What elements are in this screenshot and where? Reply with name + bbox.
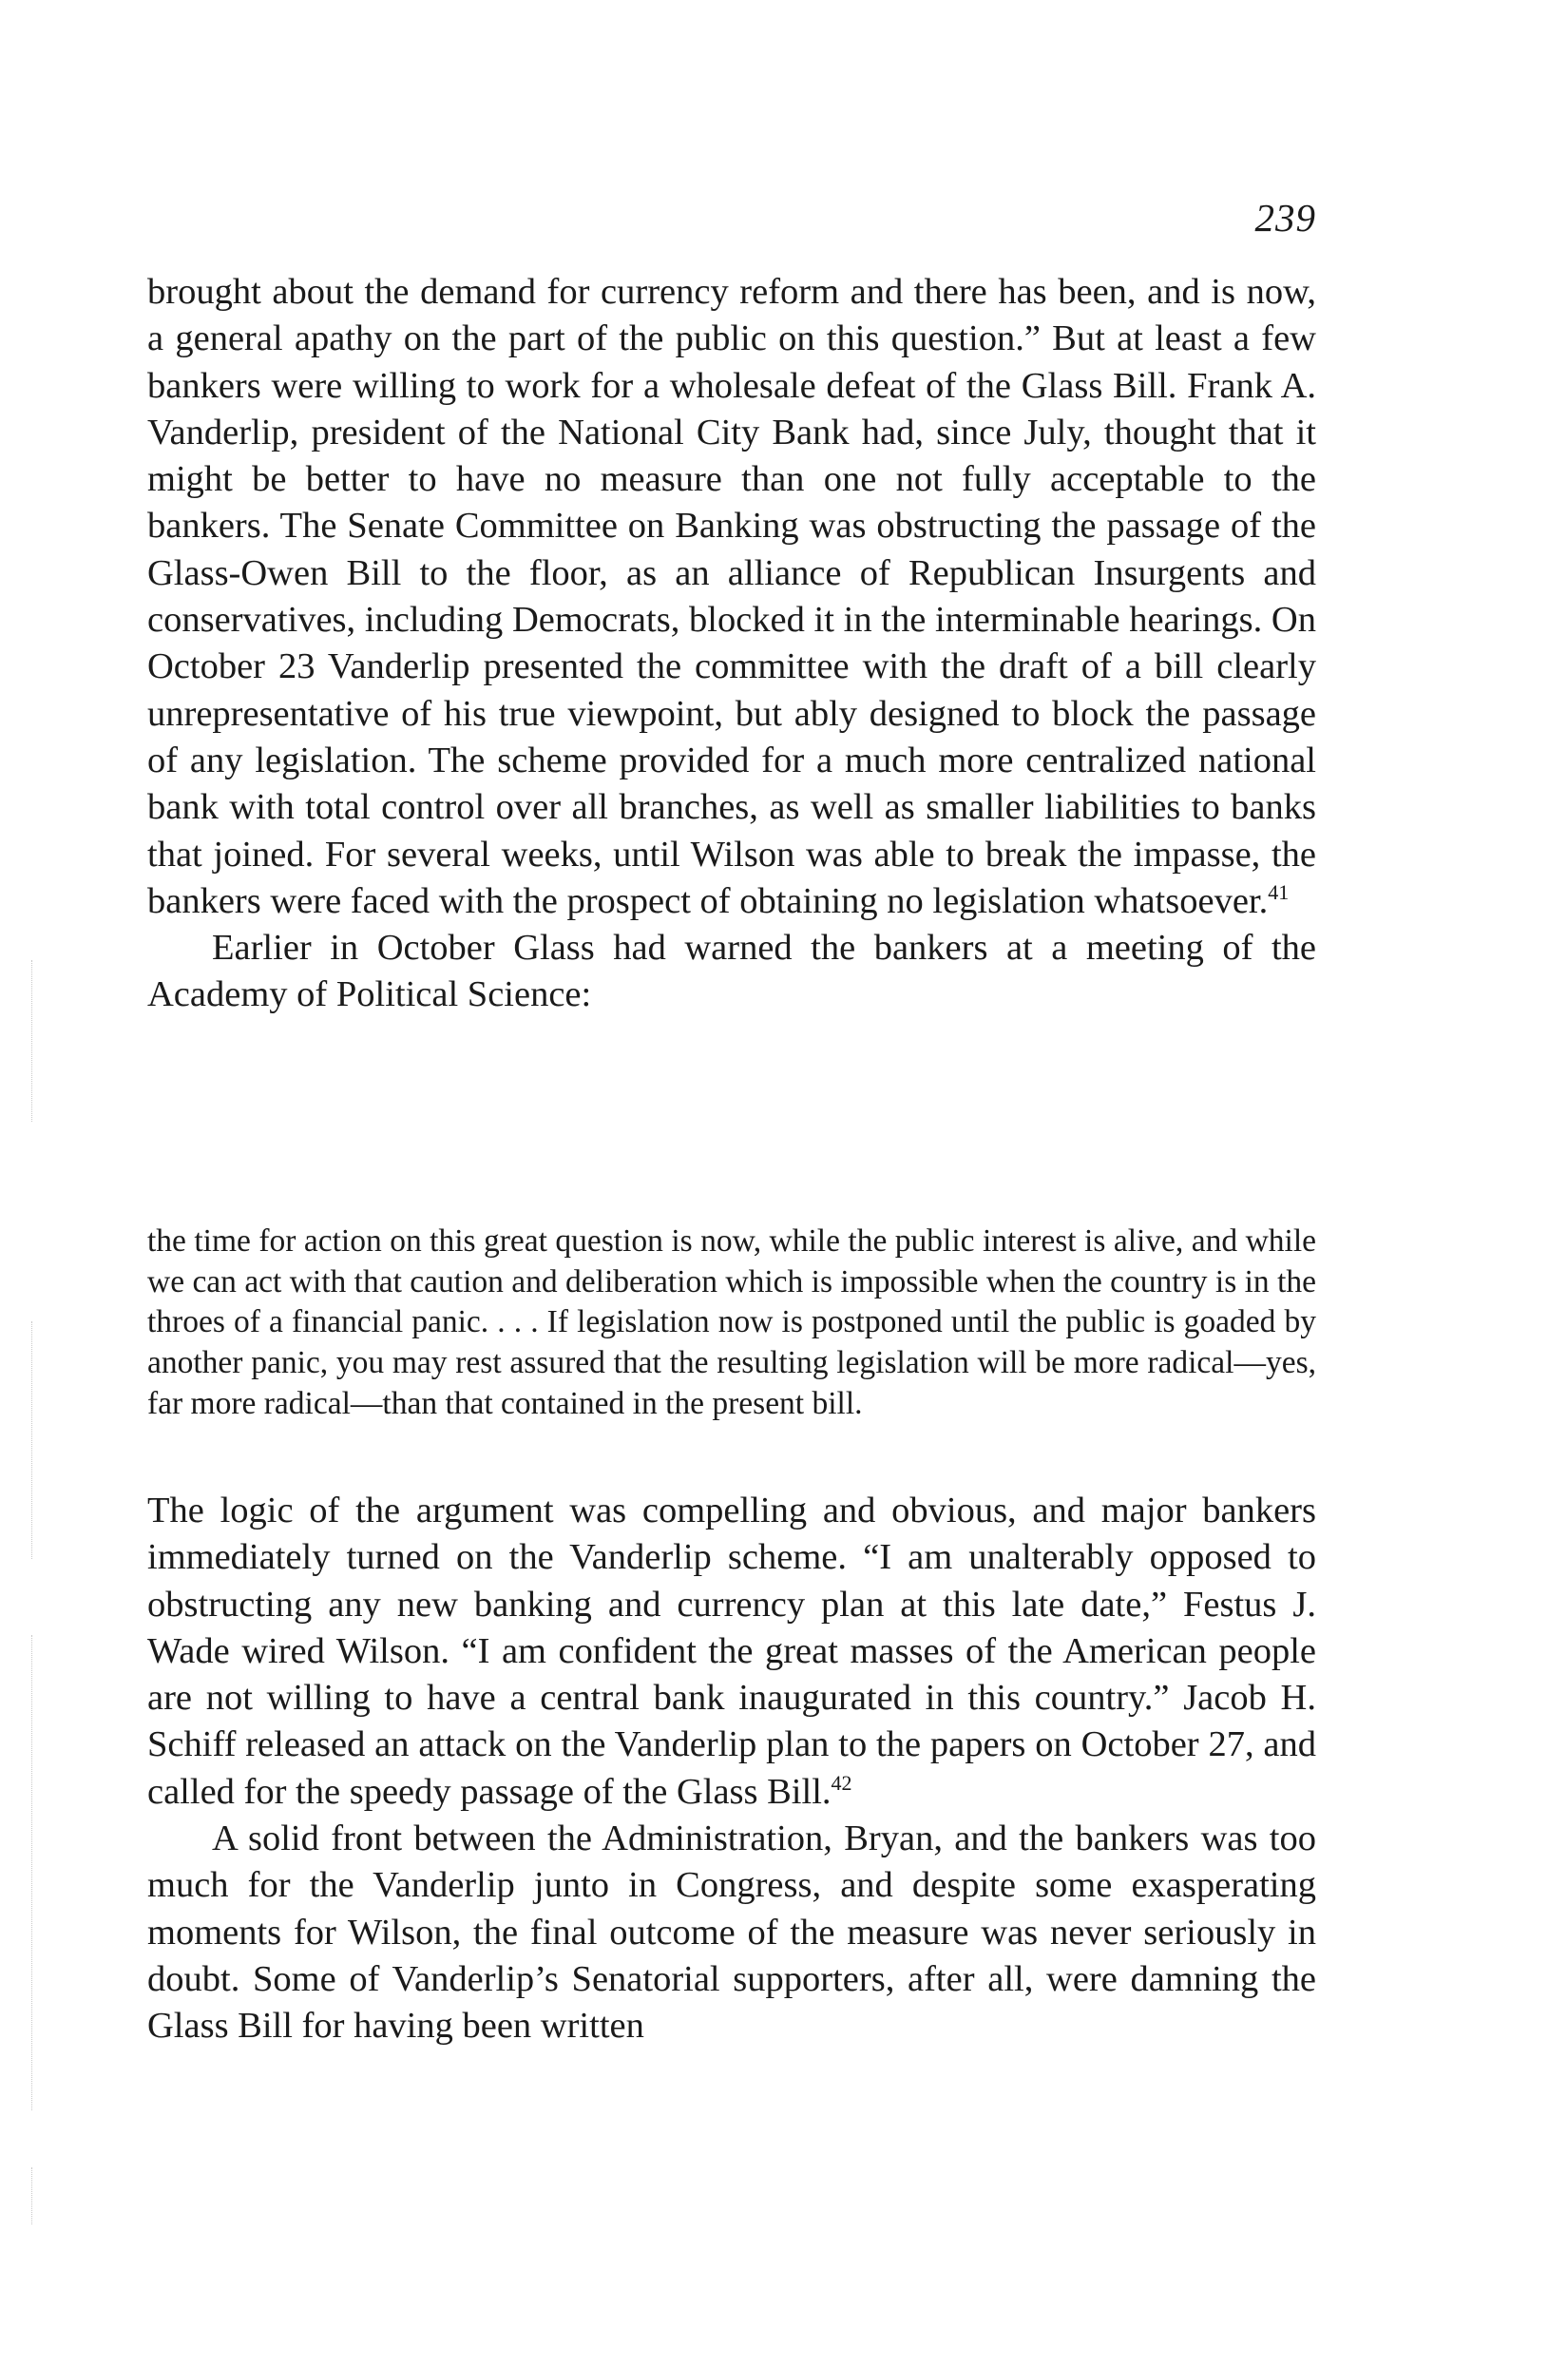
- footnote-marker: 41: [1268, 880, 1290, 905]
- paragraph-continued: [147, 269, 1316, 925]
- scan-margin-mark: [31, 1321, 33, 1559]
- paragraph-text: Earlier in October Glass had warned the bankers at a meeting of the Academy of Political Science:: [147, 928, 1316, 1015]
- paragraph: [147, 1816, 1316, 2049]
- scan-margin-mark: [31, 960, 33, 1122]
- paragraph-text: The logic of the argument was compelling and obvious, and major bankers immediately turned on the Vanderlip scheme. “I am unalterably opposed to obstructing any new banking and currency plan at this late date,” Festus J. Wade wired Wilson. “I am confident the great masses of the American people are not willing to have a central bank inaugurated in this country.” Jacob H. Schiff released an attack on the Vanderlip plan to the papers on October 27, and called for the speedy passage of the Glass Bill.: [147, 1491, 1316, 1812]
- paragraph-text: brought about the demand for currency reform and there has been, and is now, a general apathy on the part of the public on this question.” But at least a few bankers were willing to work for a wholesale defeat of the Glass Bill. Frank A. Vanderlip, president of the National City Bank had, since July, thought that it might be better to have no measure than one not fully acceptable to the bankers. The Senate Committee on Banking was obstructing the passage of the Glass-Owen Bill to the floor, as an alliance of Republican Insurgents and conservatives, including Democrats, blocked it in the interminable hearings. On October 23 Vanderlip presented the committee with the draft of a bill clearly unrepresentative of his true viewpoint, but ably designed to block the passage of any legislation. The scheme provided for a much more centralized national bank with total control over all branches, as well as smaller liabilities to banks that joined. For several weeks, until Wilson was able to break the impasse, the bankers were faced with the prospect of obtaining no legislation whatsoever.: [147, 272, 1316, 921]
- text-block-upper: [147, 269, 1316, 1019]
- paragraph-text: A solid front between the Administration, Bryan, and the bankers was too much for the Vanderlip junto in Congress, and despite some exasperating moments for Wilson, the final outcome of the measure was never seriously in doubt. Some of Vanderlip’s Senatorial supporters, after all, were damning the Glass Bill for having been written: [147, 1819, 1316, 2047]
- page-number: 239: [1254, 196, 1316, 240]
- block-quote: the time for action on this great question is now, while the public interest is alive, and while we can act with that caution and deliberation which is impossible when the country is in the throes of a financial panic. . . . If legislation now is postponed until the public is goaded by another panic, you may rest assured that the resulting legislation will be more radical—yes, far more radical—than that contained in the present bill.: [147, 1223, 1316, 1421]
- paragraph: [147, 925, 1316, 1019]
- text-block-lower: [147, 1488, 1316, 2050]
- scan-margin-mark: [31, 2167, 33, 2224]
- footnote-marker: 42: [831, 1770, 852, 1795]
- scan-margin-mark: [31, 1635, 33, 2110]
- paragraph: [147, 1488, 1316, 1816]
